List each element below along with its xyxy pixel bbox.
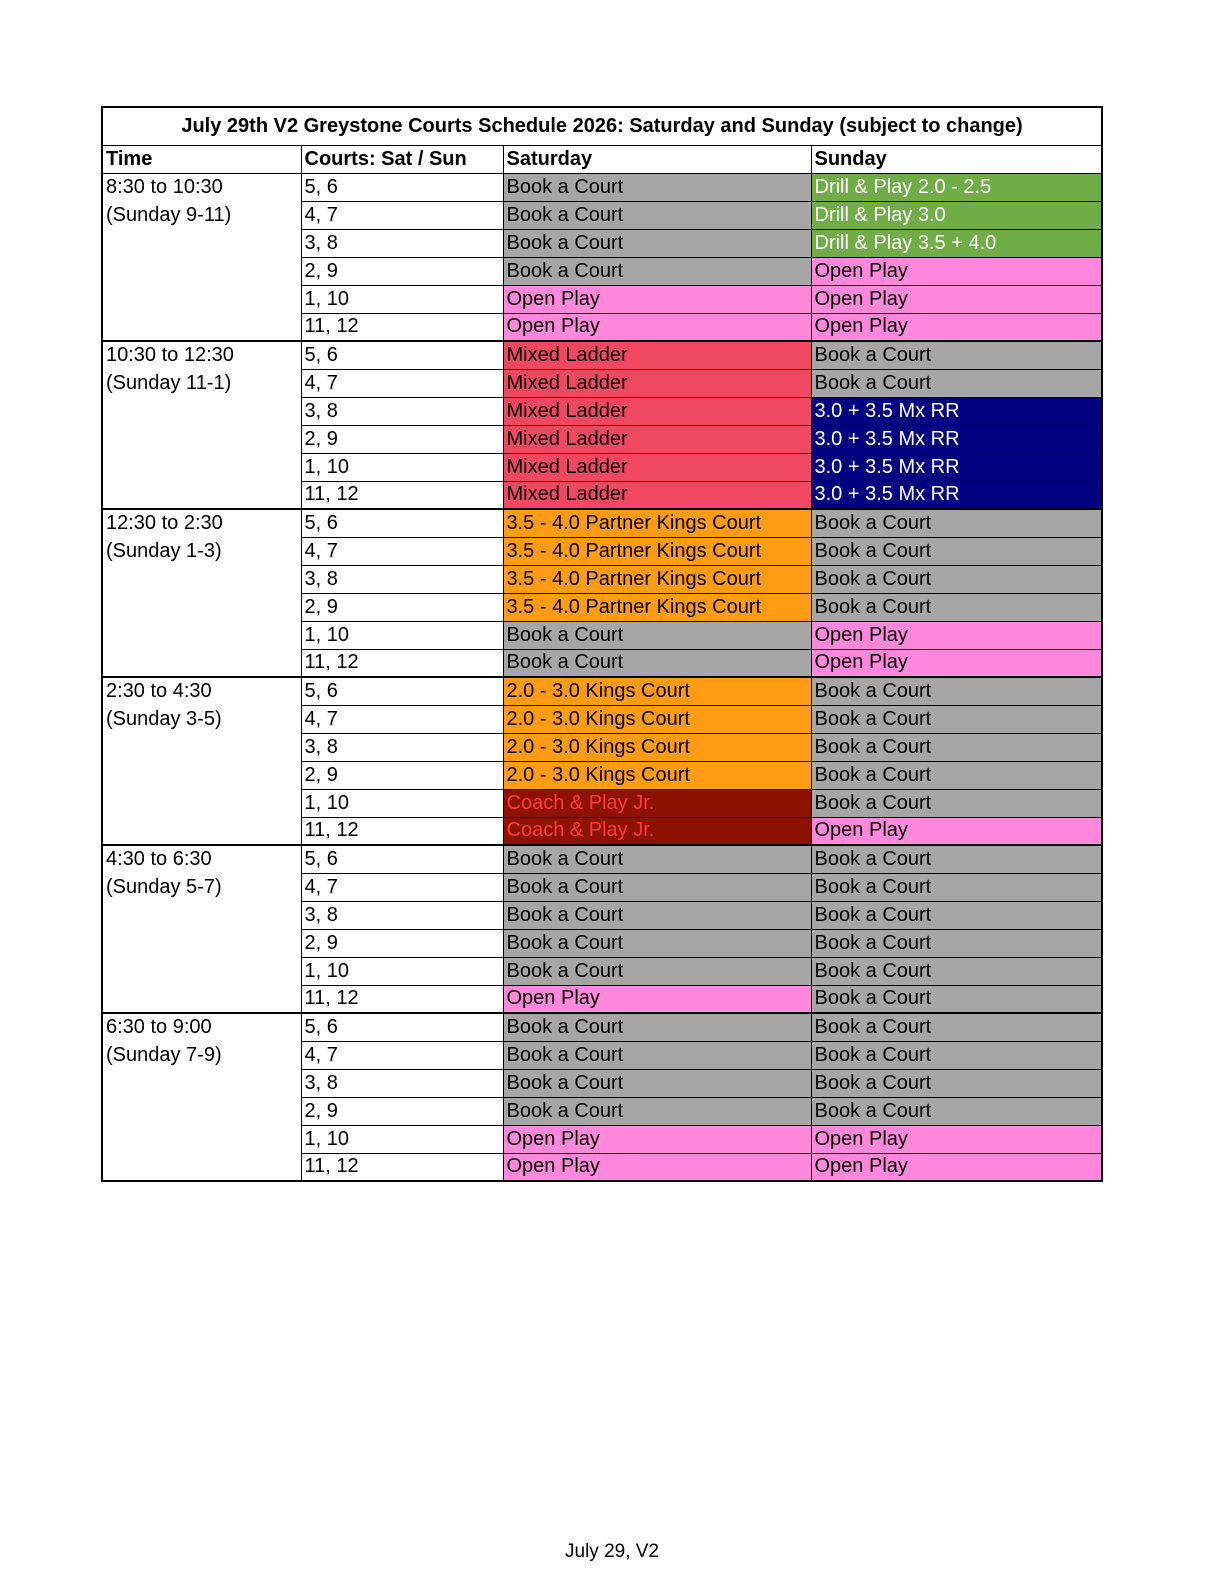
courts-cell: 1, 10 xyxy=(301,621,503,649)
time-cell xyxy=(102,1069,301,1097)
sunday-cell: Book a Court xyxy=(811,593,1102,621)
saturday-cell: Book a Court xyxy=(503,929,811,957)
sunday-cell: Book a Court xyxy=(811,537,1102,565)
saturday-cell: Book a Court xyxy=(503,901,811,929)
courts-cell: 3, 8 xyxy=(301,901,503,929)
sunday-cell: Open Play xyxy=(811,257,1102,285)
saturday-cell: Open Play xyxy=(503,1153,811,1181)
table-row xyxy=(102,845,1102,873)
header-saturday: Saturday xyxy=(503,145,811,173)
page-footer: July 29, V2 xyxy=(565,1541,659,1562)
time-cell: 10:30 to 12:30 xyxy=(102,341,301,369)
time-cell xyxy=(102,257,301,285)
sunday-cell: Open Play xyxy=(811,313,1102,341)
saturday-cell: Book a Court xyxy=(503,173,811,201)
sunday-cell: 3.0 + 3.5 Mx RR xyxy=(811,425,1102,453)
time-cell xyxy=(102,229,301,257)
sunday-cell: Book a Court xyxy=(811,845,1102,873)
table-row xyxy=(102,201,1102,229)
sunday-cell: Book a Court xyxy=(811,341,1102,369)
saturday-cell: Open Play xyxy=(503,313,811,341)
saturday-cell: Book a Court xyxy=(503,649,811,677)
courts-cell: 11, 12 xyxy=(301,817,503,845)
time-cell xyxy=(102,453,301,481)
time-cell xyxy=(102,1153,301,1181)
table-row xyxy=(102,901,1102,929)
table-row xyxy=(102,369,1102,397)
time-cell xyxy=(102,789,301,817)
time-cell: (Sunday 3-5) xyxy=(102,705,301,733)
table-row xyxy=(102,817,1102,845)
table-row xyxy=(102,929,1102,957)
table-row xyxy=(102,565,1102,593)
saturday-cell: Mixed Ladder xyxy=(503,481,811,509)
courts-cell: 1, 10 xyxy=(301,285,503,313)
saturday-cell: Book a Court xyxy=(503,845,811,873)
sunday-cell: Book a Court xyxy=(811,761,1102,789)
courts-cell: 1, 10 xyxy=(301,1125,503,1153)
time-cell xyxy=(102,425,301,453)
schedule-title: July 29th V2 Greystone Courts Schedule 2026: Saturday and Sunday (subject to change) xyxy=(102,107,1102,145)
table-row xyxy=(102,509,1102,537)
courts-cell: 5, 6 xyxy=(301,341,503,369)
sunday-cell: Drill & Play 3.5 + 4.0 xyxy=(811,229,1102,257)
sunday-cell: Book a Court xyxy=(811,733,1102,761)
courts-cell: 11, 12 xyxy=(301,313,503,341)
saturday-cell: Mixed Ladder xyxy=(503,341,811,369)
sunday-cell: Open Play xyxy=(811,817,1102,845)
saturday-cell: 3.5 - 4.0 Partner Kings Court xyxy=(503,593,811,621)
table-row xyxy=(102,1013,1102,1041)
time-cell xyxy=(102,313,301,341)
saturday-cell: Book a Court xyxy=(503,873,811,901)
table-row xyxy=(102,341,1102,369)
time-cell xyxy=(102,985,301,1013)
courts-cell: 4, 7 xyxy=(301,705,503,733)
sunday-cell: Open Play xyxy=(811,1125,1102,1153)
sunday-cell: Book a Court xyxy=(811,1013,1102,1041)
courts-cell: 5, 6 xyxy=(301,1013,503,1041)
courts-cell: 11, 12 xyxy=(301,649,503,677)
time-cell xyxy=(102,593,301,621)
sunday-cell: 3.0 + 3.5 Mx RR xyxy=(811,481,1102,509)
time-cell: 6:30 to 9:00 xyxy=(102,1013,301,1041)
sunday-cell: Book a Court xyxy=(811,901,1102,929)
saturday-cell: 3.5 - 4.0 Partner Kings Court xyxy=(503,537,811,565)
courts-cell: 5, 6 xyxy=(301,845,503,873)
table-row xyxy=(102,985,1102,1013)
table-row xyxy=(102,453,1102,481)
time-cell: 8:30 to 10:30 xyxy=(102,173,301,201)
courts-cell: 5, 6 xyxy=(301,677,503,705)
saturday-cell: Open Play xyxy=(503,985,811,1013)
table-row xyxy=(102,313,1102,341)
table-row xyxy=(102,1041,1102,1069)
sunday-cell: Open Play xyxy=(811,621,1102,649)
table-row xyxy=(102,173,1102,201)
table-row xyxy=(102,425,1102,453)
courts-cell: 5, 6 xyxy=(301,173,503,201)
saturday-cell: 2.0 - 3.0 Kings Court xyxy=(503,705,811,733)
courts-cell: 2, 9 xyxy=(301,1097,503,1125)
sunday-cell: Drill & Play 3.0 xyxy=(811,201,1102,229)
time-cell xyxy=(102,1125,301,1153)
time-cell xyxy=(102,565,301,593)
time-cell: (Sunday 1-3) xyxy=(102,537,301,565)
table-row xyxy=(102,537,1102,565)
table-row xyxy=(102,229,1102,257)
sunday-cell: Open Play xyxy=(811,649,1102,677)
time-cell: (Sunday 7-9) xyxy=(102,1041,301,1069)
table-row xyxy=(102,1153,1102,1181)
saturday-cell: Book a Court xyxy=(503,1069,811,1097)
sunday-cell: Book a Court xyxy=(811,985,1102,1013)
time-cell xyxy=(102,1097,301,1125)
saturday-cell: Book a Court xyxy=(503,201,811,229)
saturday-cell: Book a Court xyxy=(503,621,811,649)
schedule-table xyxy=(101,106,1103,1182)
courts-cell: 2, 9 xyxy=(301,593,503,621)
saturday-cell: Book a Court xyxy=(503,1097,811,1125)
saturday-cell: Mixed Ladder xyxy=(503,453,811,481)
courts-cell: 11, 12 xyxy=(301,985,503,1013)
courts-cell: 11, 12 xyxy=(301,1153,503,1181)
table-row xyxy=(102,1069,1102,1097)
courts-cell: 3, 8 xyxy=(301,1069,503,1097)
courts-cell: 1, 10 xyxy=(301,789,503,817)
header-time: Time xyxy=(102,145,301,173)
courts-cell: 5, 6 xyxy=(301,509,503,537)
table-row xyxy=(102,873,1102,901)
sunday-cell: Book a Court xyxy=(811,789,1102,817)
table-row xyxy=(102,677,1102,705)
saturday-cell: 3.5 - 4.0 Partner Kings Court xyxy=(503,565,811,593)
schedule-body xyxy=(102,173,1102,1181)
saturday-cell: Book a Court xyxy=(503,1041,811,1069)
header-sunday: Sunday xyxy=(811,145,1102,173)
sunday-cell: Book a Court xyxy=(811,957,1102,985)
table-row xyxy=(102,789,1102,817)
courts-cell: 3, 8 xyxy=(301,733,503,761)
sunday-cell: Drill & Play 2.0 - 2.5 xyxy=(811,173,1102,201)
saturday-cell: Mixed Ladder xyxy=(503,397,811,425)
courts-cell: 2, 9 xyxy=(301,425,503,453)
time-cell xyxy=(102,649,301,677)
courts-cell: 1, 10 xyxy=(301,957,503,985)
sunday-cell: Book a Court xyxy=(811,1069,1102,1097)
courts-cell: 2, 9 xyxy=(301,257,503,285)
saturday-cell: 3.5 - 4.0 Partner Kings Court xyxy=(503,509,811,537)
time-cell: 2:30 to 4:30 xyxy=(102,677,301,705)
table-row xyxy=(102,761,1102,789)
table-row xyxy=(102,481,1102,509)
table-row xyxy=(102,593,1102,621)
sunday-cell: Book a Court xyxy=(811,565,1102,593)
time-cell xyxy=(102,481,301,509)
saturday-cell: 2.0 - 3.0 Kings Court xyxy=(503,761,811,789)
saturday-cell: Open Play xyxy=(503,1125,811,1153)
time-cell: (Sunday 9-11) xyxy=(102,201,301,229)
courts-cell: 1, 10 xyxy=(301,453,503,481)
saturday-cell: Open Play xyxy=(503,285,811,313)
sunday-cell: Book a Court xyxy=(811,929,1102,957)
time-cell xyxy=(102,761,301,789)
courts-cell: 2, 9 xyxy=(301,929,503,957)
sunday-cell: Book a Court xyxy=(811,509,1102,537)
table-row xyxy=(102,257,1102,285)
sunday-cell: Book a Court xyxy=(811,705,1102,733)
sunday-cell: Book a Court xyxy=(811,873,1102,901)
time-cell: (Sunday 11-1) xyxy=(102,369,301,397)
courts-cell: 3, 8 xyxy=(301,565,503,593)
courts-cell: 3, 8 xyxy=(301,229,503,257)
courts-cell: 4, 7 xyxy=(301,369,503,397)
courts-cell: 11, 12 xyxy=(301,481,503,509)
time-cell xyxy=(102,621,301,649)
time-cell xyxy=(102,817,301,845)
header-courts: Courts: Sat / Sun xyxy=(301,145,503,173)
table-row xyxy=(102,1125,1102,1153)
courts-cell: 3, 8 xyxy=(301,397,503,425)
sunday-cell: Book a Court xyxy=(811,677,1102,705)
table-row xyxy=(102,397,1102,425)
courts-cell: 4, 7 xyxy=(301,537,503,565)
time-cell: (Sunday 5-7) xyxy=(102,873,301,901)
table-row xyxy=(102,957,1102,985)
saturday-cell: Coach & Play Jr. xyxy=(503,789,811,817)
saturday-cell: Book a Court xyxy=(503,229,811,257)
table-row xyxy=(102,705,1102,733)
courts-cell: 2, 9 xyxy=(301,761,503,789)
time-cell xyxy=(102,901,301,929)
time-cell xyxy=(102,397,301,425)
courts-cell: 4, 7 xyxy=(301,873,503,901)
table-row xyxy=(102,1097,1102,1125)
time-cell xyxy=(102,957,301,985)
time-cell: 4:30 to 6:30 xyxy=(102,845,301,873)
table-row xyxy=(102,285,1102,313)
sunday-cell: 3.0 + 3.5 Mx RR xyxy=(811,397,1102,425)
table-row xyxy=(102,733,1102,761)
saturday-cell: Mixed Ladder xyxy=(503,425,811,453)
saturday-cell: Book a Court xyxy=(503,257,811,285)
saturday-cell: Mixed Ladder xyxy=(503,369,811,397)
saturday-cell: 2.0 - 3.0 Kings Court xyxy=(503,677,811,705)
table-row xyxy=(102,649,1102,677)
sunday-cell: Book a Court xyxy=(811,1041,1102,1069)
time-cell: 12:30 to 2:30 xyxy=(102,509,301,537)
time-cell xyxy=(102,733,301,761)
saturday-cell: Book a Court xyxy=(503,1013,811,1041)
sunday-cell: 3.0 + 3.5 Mx RR xyxy=(811,453,1102,481)
sunday-cell: Open Play xyxy=(811,285,1102,313)
table-row xyxy=(102,621,1102,649)
sunday-cell: Book a Court xyxy=(811,369,1102,397)
sunday-cell: Book a Court xyxy=(811,1097,1102,1125)
courts-cell: 4, 7 xyxy=(301,1041,503,1069)
saturday-cell: Coach & Play Jr. xyxy=(503,817,811,845)
time-cell xyxy=(102,929,301,957)
time-cell xyxy=(102,285,301,313)
saturday-cell: Book a Court xyxy=(503,957,811,985)
saturday-cell: 2.0 - 3.0 Kings Court xyxy=(503,733,811,761)
sunday-cell: Open Play xyxy=(811,1153,1102,1181)
courts-cell: 4, 7 xyxy=(301,201,503,229)
